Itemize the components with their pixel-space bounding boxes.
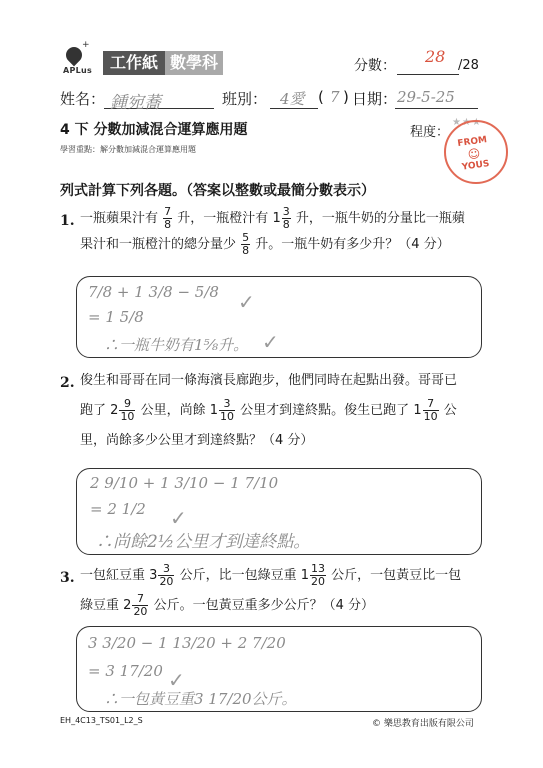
tick-mark-icon: ✓	[262, 330, 279, 354]
q3-whole-3: 2	[123, 598, 132, 613]
question-2-number: 2.	[60, 375, 75, 391]
instructions: 列式計算下列各題。（答案以整數或最簡分數表示）	[60, 183, 375, 199]
q2-whole-2: 1	[209, 403, 219, 418]
question-2-text	[80, 368, 490, 454]
date-field	[395, 88, 478, 109]
question-3-number: 3.	[60, 570, 75, 586]
q3-fraction-3-20: $\frac{3}{20}$	[159, 562, 174, 588]
date-label: 日期：	[352, 90, 398, 108]
degree-label: 程度：	[410, 125, 450, 140]
question-1-number: 1.	[60, 213, 75, 229]
q2-whole-1: 2	[110, 403, 119, 418]
question-1-text	[80, 206, 490, 258]
q2-text-b: 跑了	[80, 403, 107, 418]
q1-text-e: 升。一瓶牛奶有多少升？（4 分）	[255, 237, 450, 252]
question-3-text	[80, 563, 490, 619]
q1-fraction-3-8: $\frac{3}{8}$	[282, 205, 290, 231]
logo-text: APLus	[63, 66, 93, 75]
footer-code: EH_4C13_TS01_L2_S	[60, 716, 143, 725]
q3-answer-line-3: ∴一包黃豆重3 17/20公斤。	[104, 690, 297, 708]
stamp-line-2: YOUS	[461, 159, 491, 173]
q2-fraction-3-10: $\frac{3}{10}$	[220, 397, 235, 423]
difficulty-stars: ★★★	[452, 117, 482, 128]
q3-text-b: 公斤，比一包綠豆重	[179, 568, 297, 583]
q3-answer-line-2: = 3 17/20	[88, 662, 163, 680]
q3-text-e: 公斤。一包黃豆重多少公斤？（4 分）	[153, 598, 374, 613]
q3-text-c: 公斤，一包黃豆比一包	[331, 568, 462, 583]
score-total: /28	[458, 58, 479, 73]
class-field	[270, 88, 318, 109]
q2-answer-line-3: ∴尚餘2½公里才到達終點。	[96, 532, 311, 552]
q1-answer-line-3: ∴一瓶牛奶有1⅝升。	[104, 336, 249, 354]
q2-text-f: 里，尚餘多少公里才到達終點？（4 分）	[80, 433, 314, 448]
q2-answer-line-2: = 2 1/2	[90, 500, 146, 518]
tick-mark-icon: ✓	[238, 290, 255, 314]
q1-text-a: 一瓶蘋果汁有	[80, 211, 159, 226]
date-value: 29-5-25	[397, 88, 455, 106]
q1-text-c: 升，一瓶牛奶的分量比一瓶蘋	[295, 211, 465, 226]
q1-fraction-5-8: $\frac{5}{8}$	[242, 231, 250, 257]
class-no-close: )	[343, 88, 349, 106]
q3-answer-line-1: 3 3/20 − 1 13/20 + 2 7/20	[88, 634, 286, 652]
worksheet-title: 4 下 分數加減混合運算應用題	[60, 122, 248, 138]
q1-answer-line-2: = 1 5/8	[88, 308, 144, 326]
q3-whole-1: 3	[149, 568, 158, 583]
q2-text-e: 公	[443, 403, 457, 418]
name-value: 鍾宛蕎	[110, 93, 161, 113]
q1-answer-line-1: 7/8 + 1 3/8 − 5/8	[88, 283, 219, 301]
q3-fraction-7-20: $\frac{7}{20}$	[133, 592, 148, 618]
class-no-open: (	[318, 88, 324, 106]
stamp-smile-icon: ☺	[466, 146, 482, 162]
logo-plus-icon: +	[82, 40, 90, 50]
q3-text-a: 一包紅豆重	[80, 568, 146, 583]
q2-text-a: 俊生和哥哥在同一條海濱長廊跑步，他們同時在起點出發。哥哥已	[80, 373, 458, 388]
tick-mark-icon: ✓	[170, 506, 187, 530]
class-label: 班別：	[222, 90, 268, 108]
q2-text-d: 公里才到達終點。俊生已跑了	[240, 403, 410, 418]
q3-text-d: 綠豆重	[80, 598, 120, 613]
q1-text-d: 果汁和一瓶橙汁的總分量少	[80, 237, 237, 252]
q2-answer-line-1: 2 9/10 + 1 3/10 − 1 7/10	[90, 474, 279, 492]
stamp-line-1: FROM	[456, 135, 488, 150]
class-no-value: 7	[330, 88, 340, 106]
q1-text-b: 升，一瓶橙汁有	[177, 211, 269, 226]
q2-fraction-9-10: $\frac{9}{10}$	[120, 397, 135, 423]
q2-text-c: 公里，尚餘	[140, 403, 206, 418]
subject-tag: 數學科	[165, 51, 223, 75]
q1-fraction-7-8: $\frac{7}{8}$	[164, 205, 172, 231]
name-label: 姓名：	[60, 90, 106, 108]
worksheet-tag: 工作紙	[103, 51, 165, 75]
score-label: 分數：	[354, 58, 396, 74]
learning-focus: 學習重點：解分數加減混合運算應用題	[60, 145, 196, 154]
name-field	[104, 88, 214, 113]
class-value: 4愛	[280, 90, 305, 108]
q3-whole-2: 1	[300, 568, 310, 583]
score-value: 28	[425, 47, 446, 66]
stamp-text	[450, 133, 499, 175]
tick-mark-icon: ✓	[168, 668, 185, 692]
q2-fraction-7-10: $\frac{7}{10}$	[423, 397, 438, 423]
q3-fraction-13-20: $\frac{13}{20}$	[311, 562, 326, 588]
q1-whole: 1	[272, 211, 281, 226]
footer-publisher: © 樂思教育出版有限公司	[372, 719, 474, 729]
q2-whole-3: 1	[413, 403, 422, 418]
score-underline	[397, 74, 459, 75]
